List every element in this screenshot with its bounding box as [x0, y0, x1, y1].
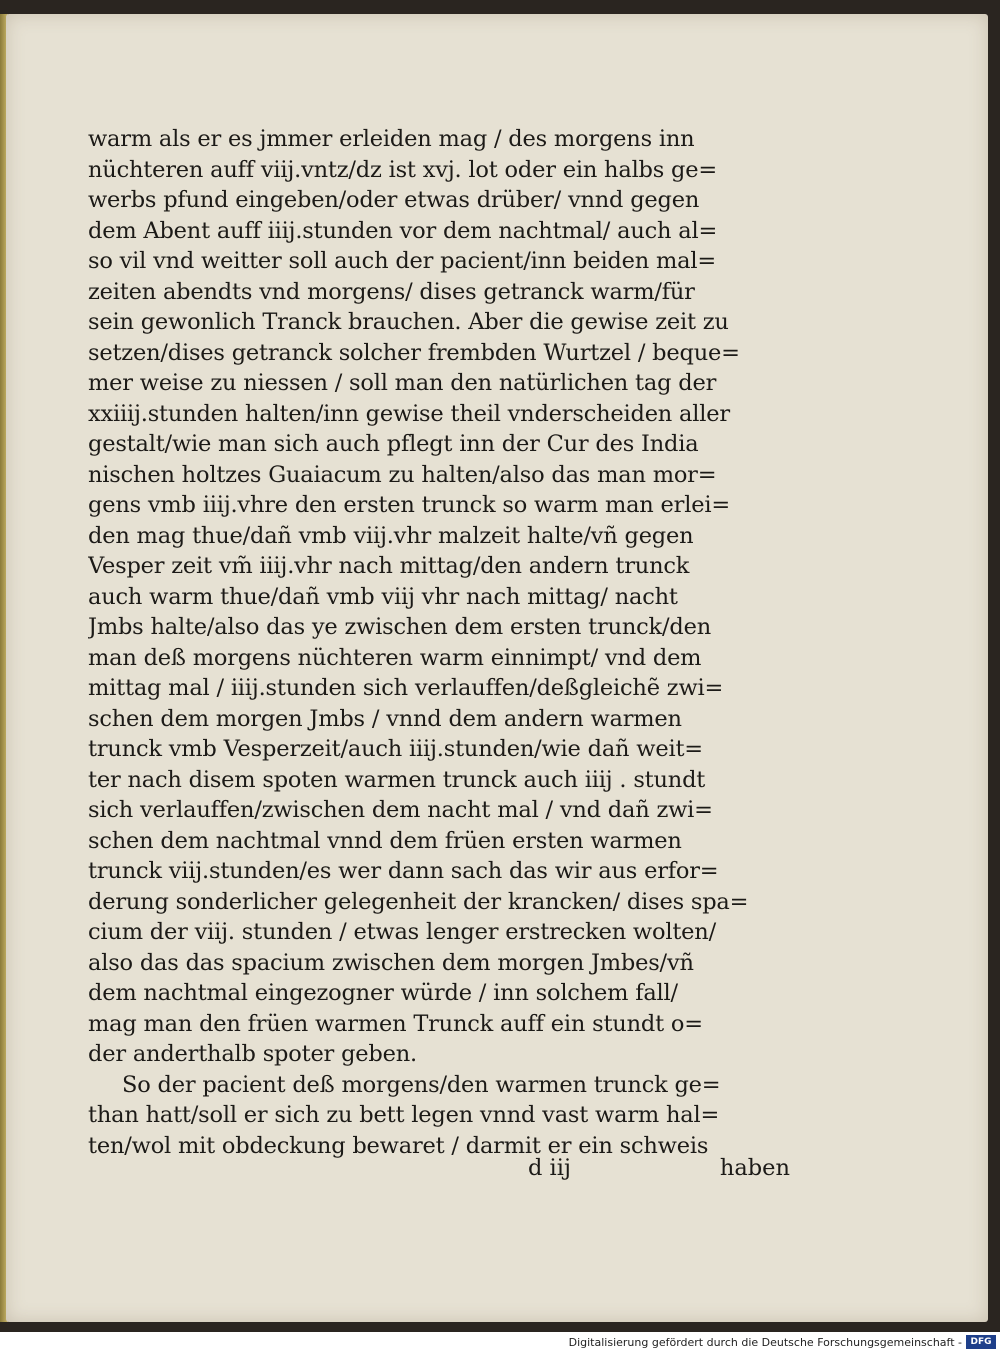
text-line: warm als er es jmmer erleiden mag / des morgens inn [88, 126, 695, 152]
text-line: xxiiij.stunden halten/inn gewise theil vnderscheiden aller [88, 400, 730, 427]
text-line: zeiten abendts vnd morgens/ dises getranck warm/für [88, 278, 695, 305]
text-line: mer weise zu niessen / soll man den natürlichen tag der [88, 370, 717, 396]
text-line: than hatt/soll er sich zu bett legen vnnd vast warm hal= [88, 1102, 720, 1128]
text-line: schen dem morgen Jmbs / vnnd dem andern warmen [88, 705, 682, 732]
text-line: der anderthalb spoter geben. [88, 1041, 417, 1067]
text-line: auch warm thue/dañ vmb viij vhr nach mittag/ nacht [88, 583, 678, 610]
text-line: man deß morgens nüchteren warm einnimpt/ vnd dem [88, 644, 702, 671]
text-line: den mag thue/dañ vmb viij.vhr malzeit halte/vñ gegen [88, 522, 694, 549]
text-line: ten/wol mit obdeckung bewaret / darmit er ein schweis [88, 1132, 709, 1159]
text-line: mag man den früen warmen Trunck auff ein stundt o= [88, 1010, 703, 1037]
text-line: nischen holtzes Guaiacum zu halten/also das man mor= [88, 461, 717, 488]
text-line: cium der viij. stunden / etwas lenger erstrecken wolten/ [88, 919, 716, 945]
paragraph-start-line: So der pacient deß morgens/den warmen trunck ge= [122, 1071, 721, 1098]
text-line: gestalt/wie man sich auch pflegt inn der Cur des India [88, 431, 699, 457]
text-line: Jmbs halte/also das ye zwischen dem ersten trunck/den [88, 614, 711, 640]
text-line: derung sonderlicher gelegenheit der krancken/ dises spa= [88, 888, 749, 915]
signature-mark: d iij [528, 1155, 571, 1181]
funding-credit: Digitalisierung gefördert durch die Deutsche Forschungsgemeinschaft - [568, 1336, 962, 1349]
catchword: haben [719, 1155, 790, 1181]
text-line: Vesper zeit vm̃ iiij.vhr nach mittag/den andern trunck [88, 553, 690, 579]
text-line: dem Abent auff iiij.stunden vor dem nachtmal/ auch al= [88, 217, 718, 244]
text-line: nüchteren auff viij.vntz/dz ist xvj. lot oder ein halbs ge= [88, 156, 718, 183]
text-line: dem nachtmal eingezogner würde / inn solchem fall/ [88, 980, 678, 1006]
text-line: werbs pfund eingeben/oder etwas drüber/ vnnd gegen [88, 187, 700, 213]
text-line: setzen/dises getranck solcher frembden Wurtzel / beque= [88, 339, 740, 366]
text-line: so vil vnd weitter soll auch der pacient/inn beiden mal= [88, 248, 716, 274]
text-line: trunck viij.stunden/es wer dann sach das wir aus erfor= [88, 858, 719, 884]
page-text-block [88, 124, 800, 1161]
text-line: sein gewonlich Tranck brauchen. Aber die gewise zeit zu [88, 309, 729, 335]
text-line: also das das spacium zwischen dem morgen Jmbes/vñ [88, 949, 694, 976]
page-foot-line [88, 1155, 800, 1187]
text-line: gens vmb iiij.vhre den ersten trunck so warm man erlei= [88, 492, 730, 518]
text-line: mittag mal / iiij.stunden sich verlauffen/deßgleichẽ zwi= [88, 675, 724, 701]
text-line: sich verlauffen/zwischen dem nacht mal / vnd dañ zwi= [88, 797, 713, 823]
dfg-logo-icon: DFG [966, 1335, 996, 1349]
text-line: trunck vmb Vesperzeit/auch iiij.stunden/wie dañ weit= [88, 736, 703, 762]
text-line: ter nach disem spoten warmen trunck auch iiij . stundt [88, 766, 706, 793]
text-line: schen dem nachtmal vnnd dem früen ersten warmen [88, 827, 682, 854]
digitization-footer [0, 1332, 1000, 1354]
